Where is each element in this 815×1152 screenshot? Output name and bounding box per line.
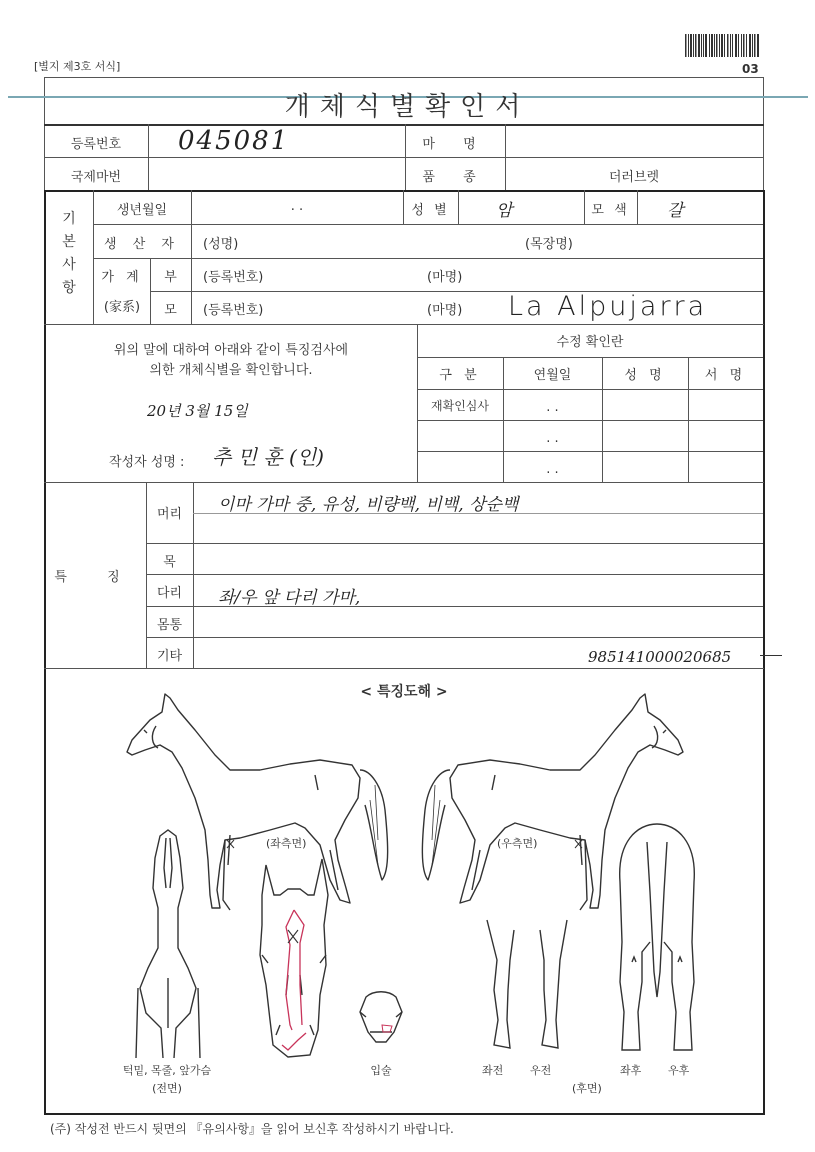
divider xyxy=(44,157,764,158)
revision-row1-date[interactable]: . . xyxy=(546,400,559,415)
revision-header-name: 성 명 xyxy=(624,368,666,383)
frame-bottom xyxy=(44,1113,765,1115)
divider xyxy=(146,637,763,638)
revision-row3-date[interactable]: . . xyxy=(546,462,559,477)
form-number: [별지 제3호 서식] xyxy=(34,60,121,73)
horse-lips-drawing xyxy=(356,992,406,1047)
divider xyxy=(417,357,763,358)
rear-caption: (후면) xyxy=(572,1082,602,1095)
divider xyxy=(146,574,763,575)
dam-reg-no-label: (등록번호) xyxy=(203,303,264,318)
horse-rear-drawing xyxy=(612,822,702,1057)
left-side-label: (좌측면) xyxy=(266,837,307,850)
divider xyxy=(193,482,194,668)
sex-value[interactable]: 암 xyxy=(496,201,513,221)
divider xyxy=(417,389,763,390)
revision-title: 수정 확인란 xyxy=(556,335,624,350)
sire-name-label: (마명) xyxy=(427,270,463,285)
feature-neck-label: 목 xyxy=(163,555,176,570)
horse-name-label: 마 명 xyxy=(422,137,488,152)
right-side-label: (우측면) xyxy=(497,837,538,850)
hind-left-leg-label: 좌후 xyxy=(620,1064,642,1077)
page-title: 개체식별확인서 xyxy=(284,92,531,122)
writer-label: 작성자 성명 : xyxy=(109,455,185,470)
birth-value[interactable]: . . xyxy=(290,199,304,214)
pedigree-hanja: (家系) xyxy=(103,300,141,315)
revision-row2-date[interactable]: . . xyxy=(546,431,559,446)
frame-divider xyxy=(44,190,765,192)
feature-head-label: 머리 xyxy=(156,507,183,522)
divider xyxy=(417,420,763,421)
breeder-label: 생 산 자 xyxy=(104,237,180,252)
footer-note: (주) 작성전 반드시 뒷면의 『유의사항』을 읽어 보신후 작성하시기 바랍니다. xyxy=(50,1122,454,1136)
sire-label: 부 xyxy=(164,270,177,285)
revision-header-date: 연월일 xyxy=(533,368,572,383)
breed-value[interactable]: 더러브렛 xyxy=(608,170,660,185)
breed-label: 품 종 xyxy=(422,170,488,185)
confirmation-date[interactable]: 20년 3월 15일 xyxy=(147,402,248,420)
front-left-leg-label: 좌전 xyxy=(482,1064,504,1077)
feature-leg-label: 다리 xyxy=(156,586,183,601)
dam-label: 모 xyxy=(164,303,177,318)
pen-stroke xyxy=(760,655,782,656)
divider xyxy=(44,324,764,325)
frame-right xyxy=(763,190,765,1114)
horse-front-chest-drawing xyxy=(128,828,208,1058)
birth-label: 생년월일 xyxy=(116,203,168,218)
frame-top xyxy=(44,77,764,78)
dam-name-value[interactable]: La Alpujarra xyxy=(508,291,708,322)
revision-header-category: 구 분 xyxy=(439,368,481,383)
diagram-title: < 특징도해 > xyxy=(360,684,448,700)
reg-no-value[interactable]: 045081 xyxy=(178,126,290,156)
farm-name-label: (목장명) xyxy=(525,237,573,252)
divider xyxy=(93,258,763,259)
revision-row1-category: 재확인심사 xyxy=(431,399,489,413)
divider xyxy=(44,482,764,483)
revision-header-signature: 서 명 xyxy=(704,368,747,383)
divider xyxy=(44,124,764,126)
writer-signature[interactable]: 추 민 훈 (인) xyxy=(212,445,324,469)
feature-leg-value[interactable]: 좌/우 앞 다리 가마, xyxy=(218,588,361,608)
divider xyxy=(458,190,459,224)
statement-line2: 의한 개체식별을 확인합니다. xyxy=(149,363,313,378)
basic-info-section-label: 기본사항 xyxy=(62,211,76,296)
dam-name-label: (마명) xyxy=(427,303,463,318)
horse-front-legs-drawing xyxy=(482,920,572,1055)
color-value[interactable]: 갈 xyxy=(667,201,684,221)
divider xyxy=(146,543,763,544)
sex-label: 성 별 xyxy=(411,203,450,218)
color-label: 모 색 xyxy=(591,203,630,218)
sire-reg-no-label: (등록번호) xyxy=(203,270,264,285)
feature-other-value[interactable]: 985141000020685 xyxy=(588,648,732,666)
divider xyxy=(44,668,764,669)
front-right-leg-label: 우전 xyxy=(530,1064,552,1077)
divider xyxy=(417,451,763,452)
reg-no-label: 등록번호 xyxy=(70,137,122,152)
feature-other-label: 기타 xyxy=(156,649,183,664)
front-caption-line2: (전면) xyxy=(152,1082,182,1095)
feature-head-value[interactable]: 이마 가마 중, 유성, 비량백, 비백, 상순백 xyxy=(218,495,519,515)
breeder-name-label: (성명) xyxy=(203,237,239,252)
feature-body-label: 몸통 xyxy=(156,618,183,633)
pedigree-label: 가 계 xyxy=(101,270,143,285)
lips-caption: 입술 xyxy=(370,1064,392,1077)
divider xyxy=(637,190,638,224)
divider xyxy=(148,124,149,190)
barcode xyxy=(685,34,760,57)
front-caption-line1: 턱밑, 목줄, 앞가슴 xyxy=(122,1064,212,1077)
frame-left xyxy=(44,190,46,1114)
intl-no-label: 국제마번 xyxy=(70,170,122,185)
features-section-label: 특 징 xyxy=(54,570,138,585)
page-code: 03 xyxy=(742,62,759,76)
divider xyxy=(93,224,763,225)
statement-line1: 위의 말에 대하여 아래와 같이 특징검사에 xyxy=(113,343,349,358)
hind-right-leg-label: 우후 xyxy=(668,1064,690,1077)
horse-head-front-drawing xyxy=(258,855,330,1060)
